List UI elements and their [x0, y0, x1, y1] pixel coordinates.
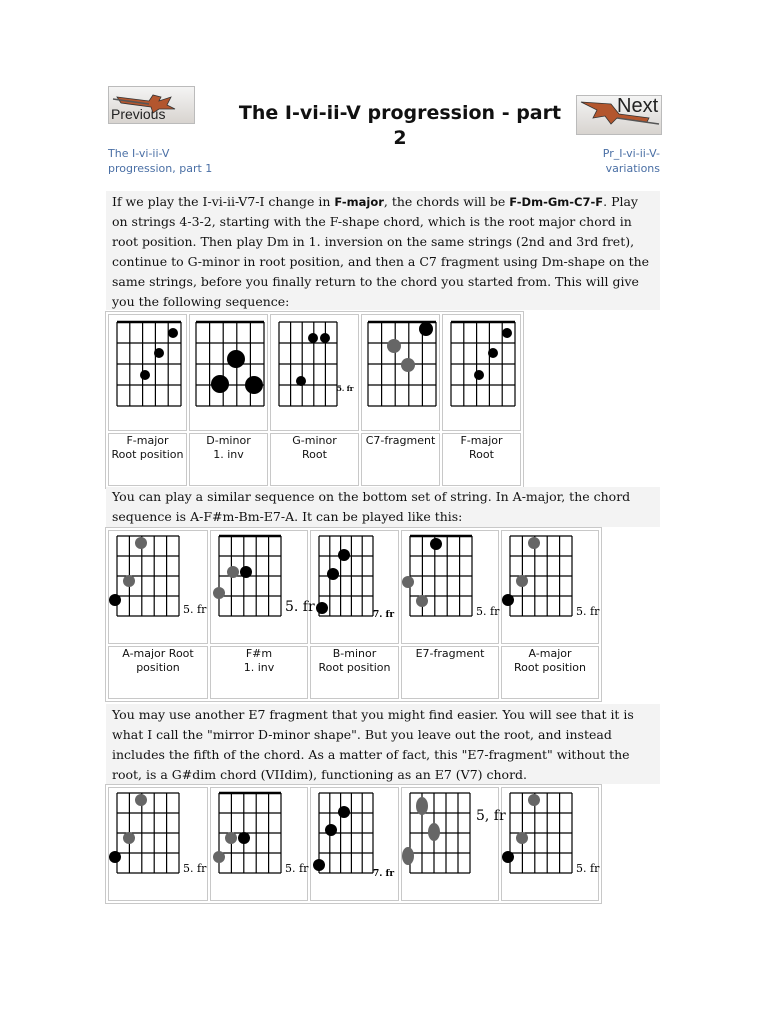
grey-finger-dot	[135, 794, 147, 806]
chord-caption: F-major Root	[442, 433, 521, 486]
chord-table-e7-alternative	[105, 784, 602, 904]
fret-label: 5. fr	[476, 605, 500, 618]
previous-link[interactable]: The I-vi-ii-V progression, part 1	[108, 147, 213, 175]
fret-label: 5. fr	[576, 862, 600, 875]
fret-label: 5, fr	[476, 808, 506, 824]
previous-guitar-image[interactable]	[108, 86, 195, 124]
chord-table-a-major	[105, 527, 602, 702]
chord-diagram	[211, 531, 315, 643]
finger-dot	[109, 594, 121, 606]
chord-caption: C7-fragment	[361, 433, 440, 486]
fret-label: 7. fr	[373, 610, 395, 620]
chord-diagram	[109, 315, 186, 430]
para1-chords: F-Dm-Gm-C7-F	[509, 195, 604, 209]
next-link[interactable]: Pr_I-vi-ii-V- variations	[602, 147, 660, 175]
finger-dot	[325, 824, 337, 836]
chord-diagram-cell	[108, 787, 208, 901]
chord-caption: F#m 1. inv	[210, 646, 308, 699]
finger-dot	[109, 851, 121, 863]
grey-finger-dot	[401, 358, 415, 372]
finger-dot	[140, 370, 150, 380]
grey-finger-dot	[416, 797, 428, 815]
chord-diagram	[211, 788, 307, 900]
grey-finger-dot	[387, 339, 401, 353]
grey-finger-dot	[213, 851, 225, 863]
fret-label: 5. fr	[183, 862, 207, 875]
chord-diagram-cell	[501, 530, 599, 644]
chord-diagram-cell	[189, 314, 268, 431]
chord-diagram-cell	[270, 314, 359, 431]
finger-dot	[502, 594, 514, 606]
finger-dot	[296, 376, 306, 386]
chord-diagram-cell	[401, 787, 506, 901]
grey-finger-dot	[528, 794, 540, 806]
grey-finger-dot	[123, 575, 135, 587]
chord-diagram-cell	[401, 530, 499, 644]
finger-dot	[308, 333, 318, 343]
fret-label: 5. fr	[285, 862, 309, 875]
chord-diagram	[311, 788, 398, 900]
para1-key: F-major	[334, 195, 384, 209]
previous-image-label: Previous	[111, 106, 166, 122]
chord-caption: D-minor 1. inv	[189, 433, 268, 486]
chord-diagram-cell	[501, 787, 599, 901]
finger-dot	[211, 375, 229, 393]
chord-diagram	[109, 788, 207, 900]
a-major-paragraph: You can play a similar sequence on the bottom set of string. In A-major, the chord sequence is A-F#m-Bm-E7-A. It can be played like this:	[106, 487, 660, 527]
grey-finger-dot	[402, 576, 414, 588]
finger-dot	[238, 832, 250, 844]
chord-diagram	[502, 531, 598, 643]
chord-diagram-cell	[361, 314, 440, 431]
e7-paragraph: You may use another E7 fragment that you might find easier. You will see that it is what I call the "mirror D-minor shape". But you leave out the root, and instead includes the fifth of the chord. As a matter of fact, this "E7-fragment" without the root, is a G#dim chord (VIIdim), functioning as an E7 (V7) chord.	[106, 704, 660, 784]
finger-dot	[430, 538, 442, 550]
fret-label: 5. fr	[285, 599, 315, 615]
para1-text-2: , the chords will be	[383, 194, 510, 209]
chord-caption: A-major Root position	[108, 646, 208, 699]
chord-caption: B-minor Root position	[310, 646, 399, 699]
page-title: The I-vi-ii-V progression - part 2	[238, 102, 562, 149]
finger-dot	[502, 851, 514, 863]
grey-finger-dot	[428, 823, 440, 841]
finger-dot	[154, 348, 164, 358]
finger-dot	[313, 859, 325, 871]
finger-dot	[245, 376, 263, 394]
chord-diagram	[443, 315, 520, 430]
chord-caption: E7-fragment	[401, 646, 499, 699]
next-image-label: Next	[617, 95, 659, 117]
chord-caption: A-major Root position	[501, 646, 599, 699]
chord-diagram	[271, 315, 358, 430]
grey-finger-dot	[416, 595, 428, 607]
chord-diagram-cell	[108, 530, 208, 644]
finger-dot	[227, 350, 245, 368]
grey-finger-dot	[516, 575, 528, 587]
grey-finger-dot	[516, 832, 528, 844]
chord-diagram	[402, 788, 506, 900]
fret-label: 5. fr	[576, 605, 600, 618]
chord-diagram-cell	[210, 530, 315, 644]
grey-finger-dot	[123, 832, 135, 844]
grey-finger-dot	[402, 847, 414, 865]
para1-text-3: . Play on strings 4-3-2, starting with the F-shape chord, which is the root major chord in root position. Then play Dm in 1. inversion on the same strings (2nd and 3rd fret), continue to G-minor in root position, and then a C7 fragment using Dm-shape on the same strings, before you finally return to the chord you started from. This will give you the following sequence:	[112, 194, 650, 309]
chord-diagram	[311, 531, 398, 643]
grey-finger-dot	[528, 537, 540, 549]
grey-finger-dot	[225, 832, 237, 844]
finger-dot	[316, 602, 328, 614]
chord-diagram-cell	[210, 787, 308, 901]
fret-label: 5. fr	[337, 384, 354, 393]
grey-finger-dot	[213, 587, 225, 599]
finger-dot	[502, 328, 512, 338]
chord-caption: G-minor Root	[270, 433, 359, 486]
finger-dot	[474, 370, 484, 380]
fret-label: 5. fr	[183, 603, 207, 616]
chord-diagram-cell	[310, 530, 399, 644]
chord-diagram	[109, 531, 207, 643]
grey-finger-dot	[227, 566, 239, 578]
next-guitar-image[interactable]	[576, 95, 662, 135]
grey-finger-dot	[135, 537, 147, 549]
chord-diagram	[402, 531, 498, 643]
chord-diagram-cell	[442, 314, 521, 431]
finger-dot	[320, 333, 330, 343]
chord-diagram	[502, 788, 598, 900]
finger-dot	[168, 328, 178, 338]
chord-diagram-cell	[310, 787, 399, 901]
finger-dot	[419, 322, 433, 336]
chord-diagram	[190, 315, 267, 430]
finger-dot	[338, 549, 350, 561]
finger-dot	[240, 566, 252, 578]
chord-diagram	[362, 315, 439, 430]
finger-dot	[488, 348, 498, 358]
chord-caption: F-major Root position	[108, 433, 187, 486]
chord-diagram-cell	[108, 314, 187, 431]
finger-dot	[327, 568, 339, 580]
chord-table-f-major	[105, 311, 524, 489]
para1-text-1: If we play the I-vi-ii-V7-I change in	[112, 194, 335, 209]
fret-label: 7. fr	[373, 869, 395, 879]
intro-paragraph	[106, 191, 660, 310]
finger-dot	[338, 806, 350, 818]
